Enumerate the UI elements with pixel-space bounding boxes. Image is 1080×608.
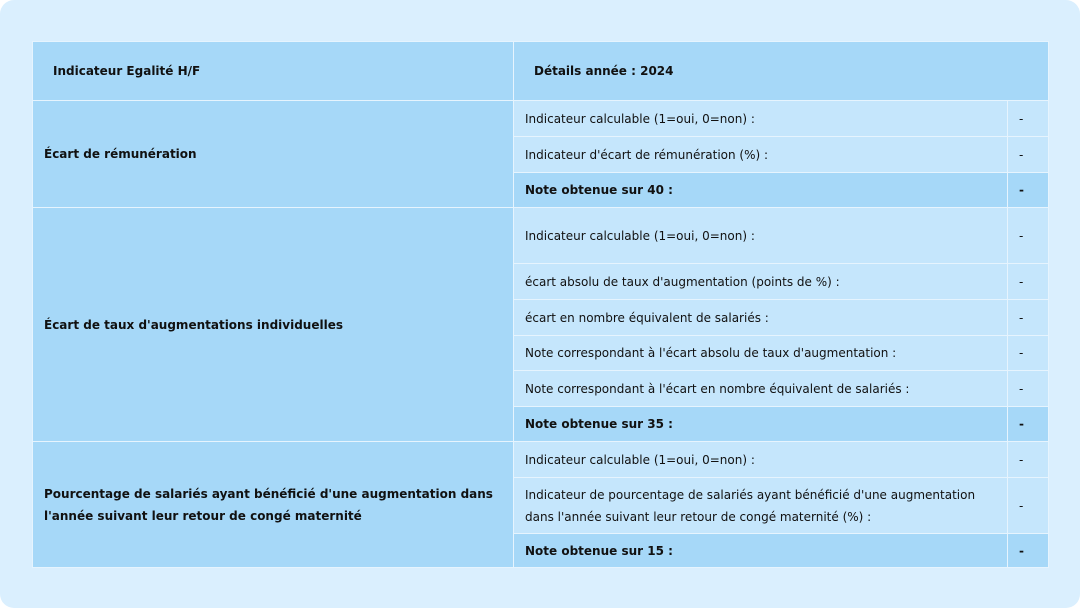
section-title: Pourcentage de salariés ayant bénéficié d'une augmentation dans l'année suivant leur retour de congé maternité — [33, 442, 514, 568]
equality-index-table — [32, 41, 1049, 568]
row-value: - — [1008, 442, 1049, 478]
row-value: - — [1008, 137, 1049, 173]
note-value: - — [1008, 407, 1049, 442]
note-value: - — [1008, 173, 1049, 208]
header-indicator: Indicateur Egalité H/F — [33, 42, 514, 101]
table-header — [33, 42, 1049, 101]
row-label: Note correspondant à l'écart en nombre équivalent de salariés : — [514, 371, 1008, 407]
section-title: Écart de rémunération — [33, 101, 514, 208]
row-label: Indicateur calculable (1=oui, 0=non) : — [514, 442, 1008, 478]
note-label: Note obtenue sur 40 : — [514, 173, 1008, 208]
row-value: - — [1008, 264, 1049, 300]
row-value: - — [1008, 336, 1049, 371]
row-label: Indicateur de pourcentage de salariés ayant bénéficié d'une augmentation dans l'année suivant leur retour de congé maternité (%) : — [514, 478, 1008, 534]
note-label: Note obtenue sur 35 : — [514, 407, 1008, 442]
row-label: Indicateur calculable (1=oui, 0=non) : — [514, 101, 1008, 137]
section-title: Écart de taux d'augmentations individuelles — [33, 208, 514, 442]
row-value: - — [1008, 300, 1049, 336]
table-row — [33, 208, 1049, 264]
row-label: Note correspondant à l'écart absolu de taux d'augmentation : — [514, 336, 1008, 371]
table-row — [33, 101, 1049, 137]
note-value: - — [1008, 534, 1049, 568]
row-value: - — [1008, 208, 1049, 264]
note-label: Note obtenue sur 15 : — [514, 534, 1008, 568]
header-year-details: Détails année : 2024 — [514, 42, 1049, 101]
row-value: - — [1008, 371, 1049, 407]
row-label: Indicateur d'écart de rémunération (%) : — [514, 137, 1008, 173]
row-label: écart en nombre équivalent de salariés : — [514, 300, 1008, 336]
table-row — [33, 442, 1049, 478]
row-label: Indicateur calculable (1=oui, 0=non) : — [514, 208, 1008, 264]
row-label: écart absolu de taux d'augmentation (points de %) : — [514, 264, 1008, 300]
row-value: - — [1008, 478, 1049, 534]
row-value: - — [1008, 101, 1049, 137]
